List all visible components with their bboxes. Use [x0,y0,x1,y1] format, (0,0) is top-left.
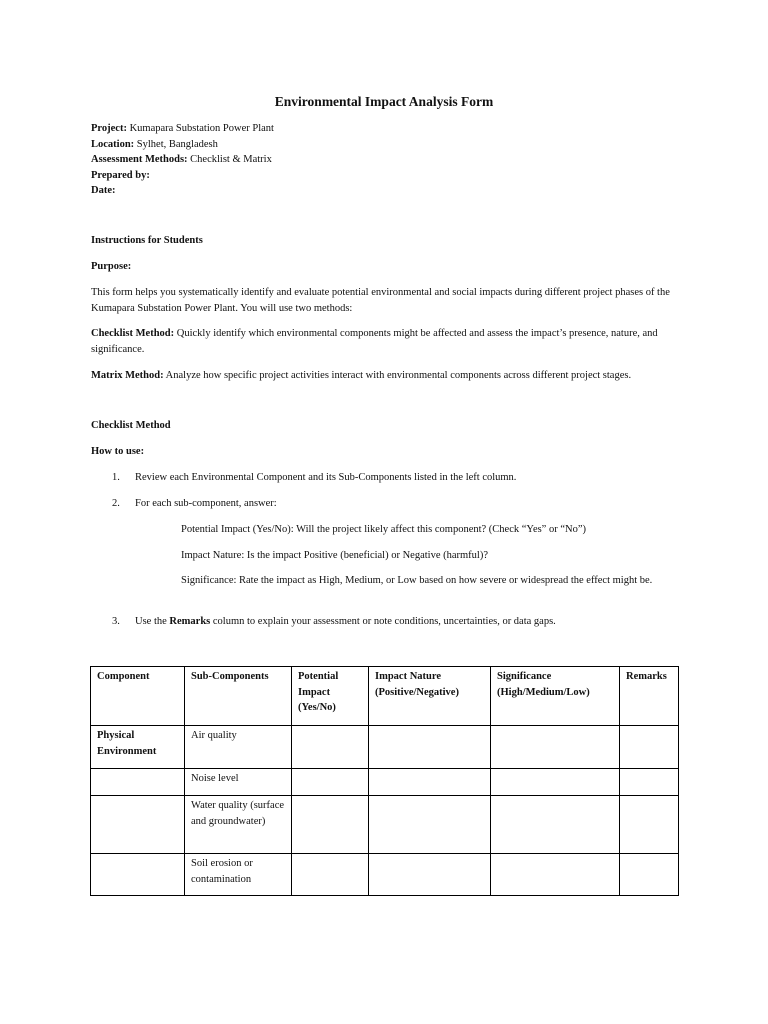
matrix-method-text: Analyze how specific project activities interact with environmental components across different project stages. [165,370,632,381]
column-header-sub-components: Sub-Components [185,667,292,726]
significance-cell[interactable] [491,769,620,796]
impact-nature-cell[interactable] [369,726,491,769]
instructions-heading-text: Instructions for Students [91,235,203,246]
step3-post: column to explain your assessment or note conditions, uncertainties, or data gaps. [212,616,556,627]
meta-date [91,183,274,199]
sub-point-significance: Significance: Rate the impact as High, Medium, or Low based on how severe or widespread the effect might be. [181,575,653,586]
component-cell: Physical Environment [91,726,185,769]
component-cell [91,769,185,796]
significance-cell[interactable] [491,796,620,854]
project-meta [91,121,274,199]
impact-nature-cell[interactable] [369,796,491,854]
purpose-heading [91,259,671,275]
potential-impact-cell[interactable] [292,769,369,796]
list-text: Review each Environmental Component and its Sub-Components listed in the left column. [135,472,517,483]
list-number: 1. [112,472,120,483]
remarks-cell[interactable] [620,854,679,896]
sub-component-cell: Water quality (surface and groundwater) [185,796,292,854]
table-row [91,796,679,854]
component-cell [91,854,185,896]
sub-component-cell: Air quality [185,726,292,769]
checklist-heading-text: Checklist Method [91,420,171,431]
component-cell [91,796,185,854]
instructions-heading [91,233,671,249]
remarks-emphasis: Remarks [169,616,211,627]
meta-project [91,121,274,137]
checklist-heading [91,418,671,434]
table-header-row [91,667,679,726]
purpose-paragraph: This form helps you systematically identify and evaluate potential environmental and social impacts during different project phases of the Kumapara Substation Power Plant. You will use two methods: [91,287,670,314]
meta-label: Location: [91,138,135,150]
matrix-method-label: Matrix Method: [91,370,164,381]
checklist-table [90,666,679,896]
remarks-cell[interactable] [620,769,679,796]
meta-label: Assessment Methods: [91,154,188,165]
step3-pre: Use the [135,616,167,627]
potential-impact-cell[interactable] [292,796,369,854]
table-row [91,769,679,796]
meta-prepared-by [91,168,274,184]
significance-cell[interactable] [491,854,620,896]
form-title: Environmental Impact Analysis Form [274,94,494,109]
checklist-method-label: Checklist Method: [91,328,175,339]
list-number: 3. [112,616,120,627]
checklist-method-description [91,326,671,358]
potential-impact-cell[interactable] [292,726,369,769]
sub-point-potential-impact: Potential Impact (Yes/No): Will the project likely affect this component? (Check “Yes” or “No”) [181,524,586,535]
checklist-method-text: Quickly identify which environmental components might be affected and assess the impact’s presence, nature, and significance. [91,328,658,355]
list-text: For each sub-component, answer: [135,498,277,509]
column-header-impact-nature: Impact Nature (Positive/Negative) [369,667,491,726]
meta-label: Project: [91,123,127,134]
meta-label: Date: [91,185,116,196]
sub-component-cell: Noise level [185,769,292,796]
significance-cell[interactable] [491,726,620,769]
column-header-remarks: Remarks [620,667,679,726]
remarks-cell[interactable] [620,726,679,769]
column-header-potential-impact: Potential Impact (Yes/No) [292,667,369,726]
meta-value: Checklist & Matrix [190,154,272,165]
impact-nature-cell[interactable] [369,854,491,896]
potential-impact-cell[interactable] [292,854,369,896]
meta-value: Sylhet, Bangladesh [136,138,218,150]
impact-nature-cell[interactable] [369,769,491,796]
how-to-use-heading [91,444,671,460]
meta-location [91,137,274,153]
column-header-component: Component [91,667,185,726]
meta-methods [91,152,274,168]
list-number: 2. [112,498,120,509]
sub-point-impact-nature: Impact Nature: Is the impact Positive (beneficial) or Negative (harmful)? [181,550,489,561]
table-row [91,854,679,896]
table-row [91,726,679,769]
meta-value: Kumapara Substation Power Plant [129,123,274,134]
meta-label: Prepared by: [91,169,150,181]
purpose-heading-text: Purpose: [91,261,132,272]
sub-component-cell: Soil erosion or contamination [185,854,292,896]
how-to-use-text: How to use: [91,446,145,457]
remarks-cell[interactable] [620,796,679,854]
matrix-method-description [91,368,671,384]
column-header-significance: Significance (High/Medium/Low) [491,667,620,726]
list-text [135,614,675,630]
